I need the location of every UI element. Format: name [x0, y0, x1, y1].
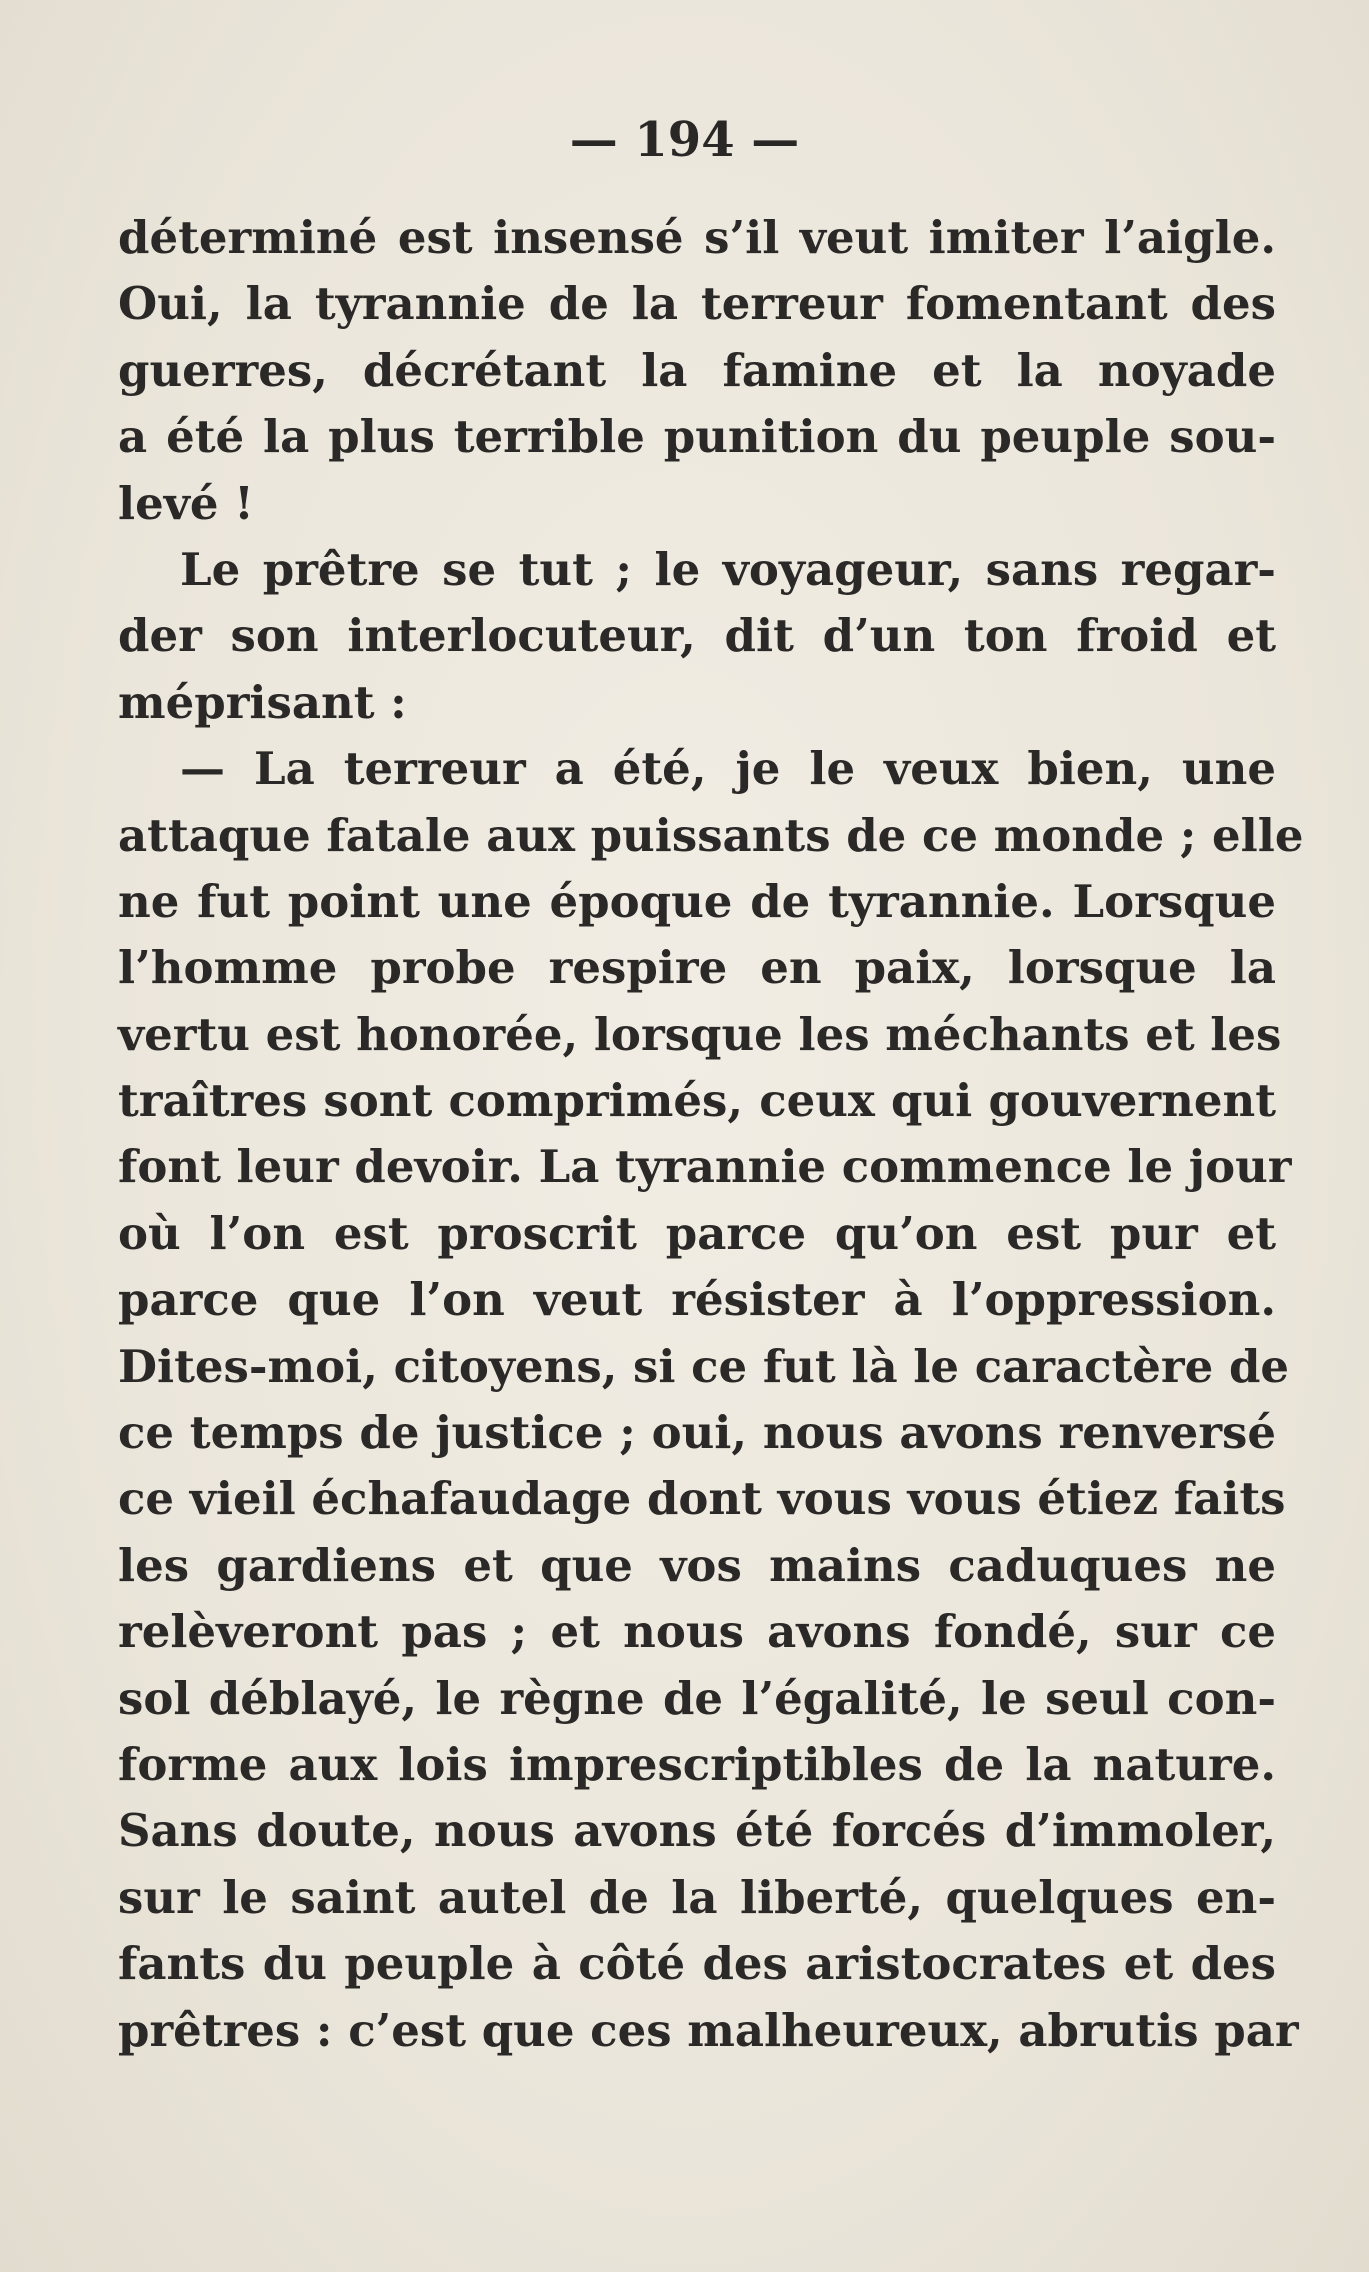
text-line: guerres, décrétant la famine et la noyade: [118, 343, 1276, 397]
text-line: sol déblayé, le règne de l’égalité, le seul con-: [118, 1671, 1276, 1725]
body-text: [118, 205, 1304, 2064]
text-line: parce que l’on veut résister à l’oppression.: [118, 1273, 1276, 1327]
text-line: — La terreur a été, je le veux bien, une: [180, 742, 1276, 796]
text-line: traîtres sont comprimés, ceux qui gouvernent: [118, 1074, 1276, 1128]
text-line: fants du peuple à côté des aristocrates et des: [118, 1937, 1276, 1991]
text-line: où l’on est proscrit parce qu’on est pur et: [118, 1206, 1276, 1260]
text-line: méprisant :: [118, 675, 407, 729]
text-line: font leur devoir. La tyrannie commence le jour: [118, 1140, 1292, 1194]
text-line: ne fut point une époque de tyrannie. Lorsque: [118, 874, 1276, 928]
text-line: déterminé est insensé s’il veut imiter l’aigle.: [118, 211, 1276, 264]
text-line: Oui, la tyrannie de la terreur fomentant des: [118, 277, 1276, 331]
text-line: les gardiens et que vos mains caduques ne: [118, 1538, 1276, 1592]
text-line: Sans doute, nous avons été forcés d’immoler,: [118, 1804, 1276, 1858]
text-line: ce vieil échafaudage dont vous vous étiez faits: [118, 1472, 1286, 1526]
text-line: der son interlocuteur, dit d’un ton froid et: [118, 609, 1276, 663]
text-line: attaque fatale aux puissants de ce monde ; elle: [118, 808, 1304, 862]
text-line: Dites-moi, citoyens, si ce fut là le caractère de: [118, 1339, 1290, 1393]
text-line: Le prêtre se tut ; le voyageur, sans regar-: [180, 542, 1276, 596]
text-line: sur le saint autel de la liberté, quelques en-: [118, 1870, 1276, 1924]
text-line: a été la plus terrible punition du peuple sou-: [118, 410, 1276, 464]
text-line: l’homme probe respire en paix, lorsque la: [118, 941, 1276, 995]
text-line: prêtres : c’est que ces malheureux, abrutis par: [118, 2003, 1299, 2057]
page-number-header: — 194 —: [569, 112, 800, 168]
text-line: vertu est honorée, lorsque les méchants et les: [118, 1007, 1282, 1061]
text-line: levé !: [118, 476, 254, 530]
text-line: relèveront pas ; et nous avons fondé, sur ce: [118, 1605, 1276, 1659]
text-line: forme aux lois imprescriptibles de la nature.: [118, 1737, 1276, 1791]
text-line: ce temps de justice ; oui, nous avons renversé: [118, 1406, 1276, 1460]
